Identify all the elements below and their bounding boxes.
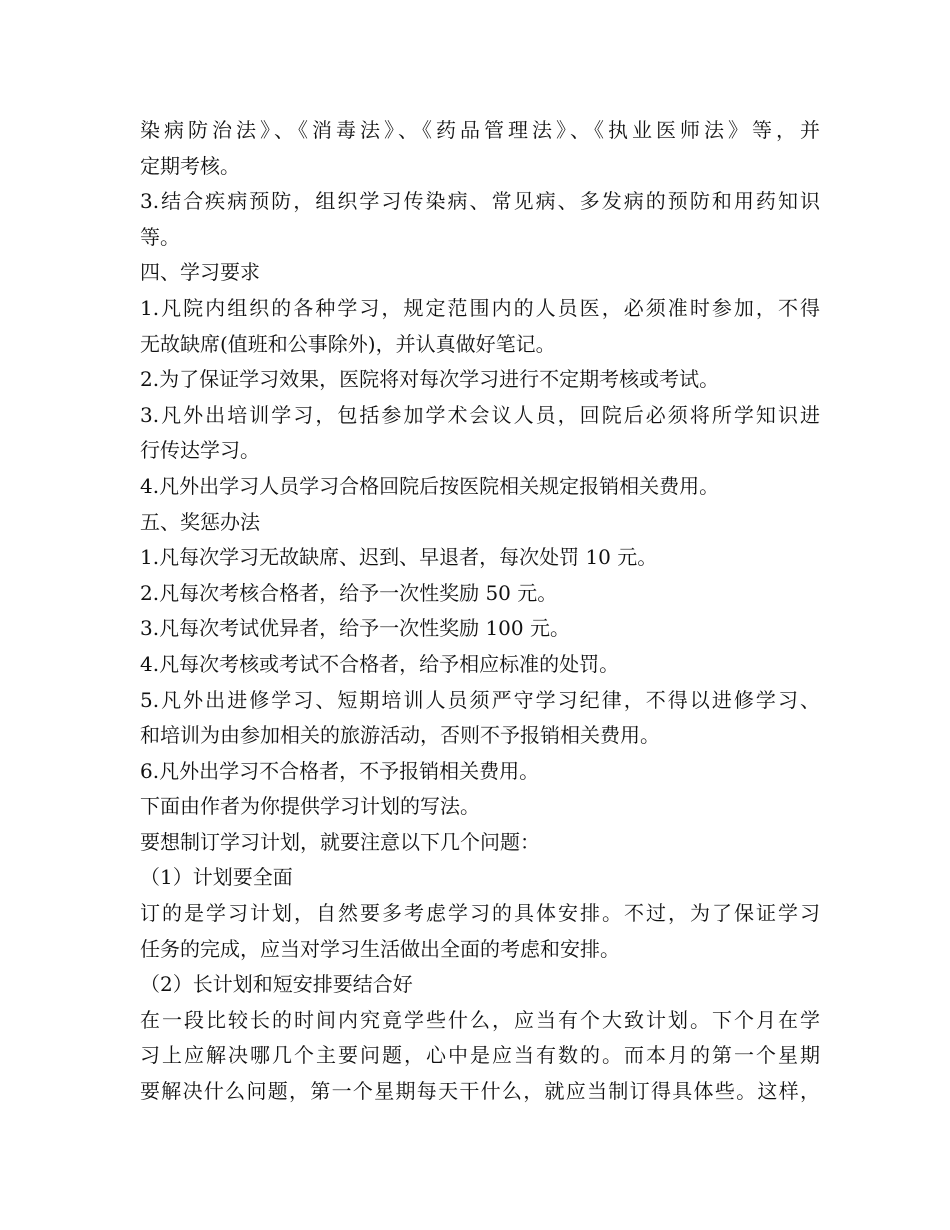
text-line: 无故缺席(值班和公事除外)，并认真做好笔记。 (140, 331, 556, 356)
text-line: 3.凡外出培训学习，包括参加学术会议人员，回院后必须将所学知识进 (140, 402, 820, 427)
text-line: 和培训为由参加相关的旅游活动，否则不予报销相关费用。 (140, 723, 660, 748)
text-line: 等。 (140, 224, 180, 249)
text-line: 2.为了保证学习效果，医院将对每次学习进行不定期考核或考试。 (140, 367, 720, 392)
text-line: 1.凡院内组织的各种学习，规定范围内的人员医，必须准时参加，不得 (140, 295, 820, 320)
section-heading: 五、奖惩办法 (140, 509, 260, 534)
subheading: （2）长计划和短安排要结合好 (140, 972, 413, 997)
text-line: 习上应解决哪几个主要问题，心中是应当有数的。而本月的第一个星期 (140, 1043, 820, 1068)
text-line: 1.凡每次学习无故缺席、迟到、早退者，每次处罚 10 元。 (140, 545, 658, 570)
text-line: 染病防治法》、《消毒法》、《药品管理法》、《执业医师法》等，并 (140, 118, 820, 142)
text-line: 订的是学习计划，自然要多考虑学习的具体安排。不过，为了保证学习 (140, 901, 820, 926)
document-body (140, 113, 820, 1110)
text-line: 6.凡外出学习不合格者，不予报销相关费用。 (140, 758, 540, 783)
text-line: 3.凡每次考试优异者，给予一次性奖励 100 元。 (140, 616, 570, 641)
text-line: 2.凡每次考核合格者，给予一次性奖励 50 元。 (140, 580, 558, 605)
section-heading: 四、学习要求 (140, 260, 260, 285)
text-line: 要想制订学习计划，就要注意以下几个问题： (140, 829, 540, 854)
text-line: 要解决什么问题，第一个星期每天干什么，就应当制订得具体些。这样， (140, 1079, 820, 1104)
text-line: 下面由作者为你提供学习计划的写法。 (140, 794, 480, 819)
text-line: 3.结合疾病预防，组织学习传染病、常见病、多发病的预防和用药知识 (140, 189, 820, 214)
text-line: 4.凡外出学习人员学习合格回院后按医院相关规定报销相关费用。 (140, 473, 720, 498)
text-line: 定期考核。 (140, 153, 240, 178)
subheading: （1）计划要全面 (140, 865, 293, 890)
text-line: 在一段比较长的时间内究竟学些什么，应当有个大致计划。下个月在学 (140, 1007, 820, 1032)
text-line: 5.凡外出进修学习、短期培训人员须严守学习纪律，不得以进修学习、 (140, 687, 820, 712)
text-line: 行传达学习。 (140, 438, 260, 463)
text-line: 任务的完成，应当对学习生活做出全面的考虑和安排。 (140, 936, 620, 961)
text-line: 4.凡每次考核或考试不合格者，给予相应标准的处罚。 (140, 651, 620, 676)
